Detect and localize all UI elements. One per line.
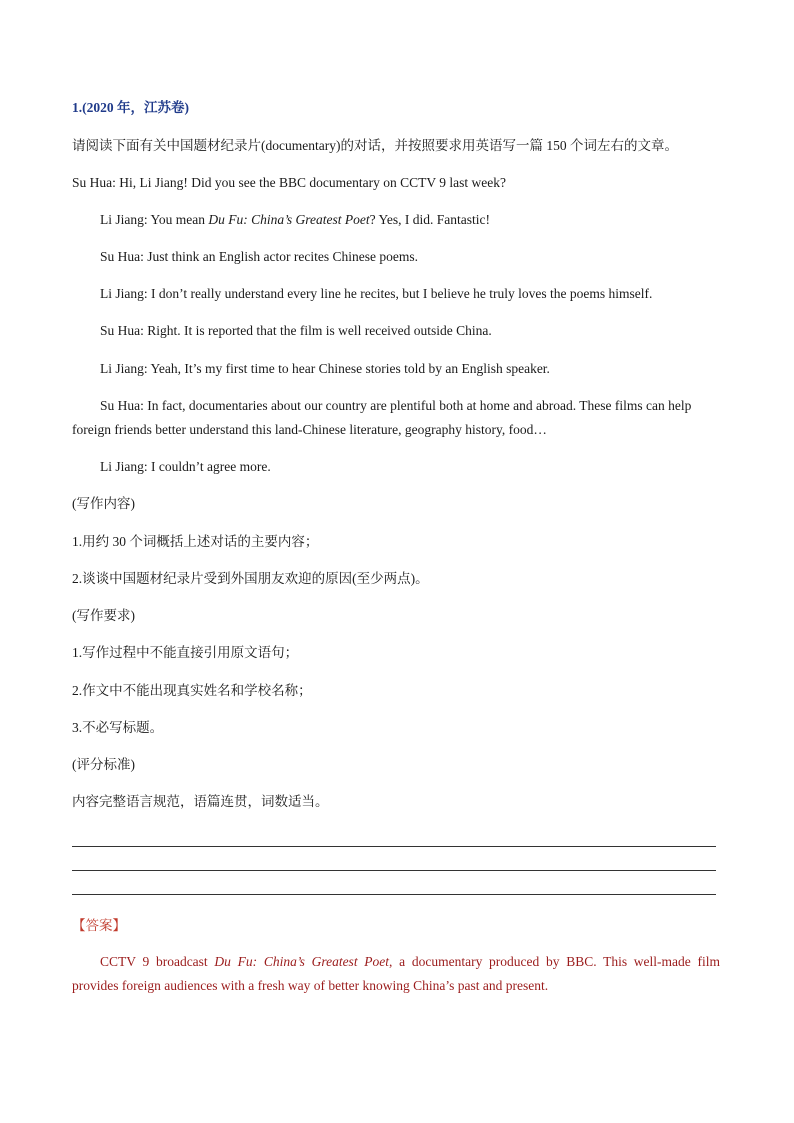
answer-text: CCTV 9 broadcast bbox=[100, 954, 215, 969]
dialogue-line: Li Jiang: I don’t really understand every line he recites, but I believe he truly loves the poems himself. bbox=[100, 286, 653, 301]
question-heading: 1.(2020 年，江苏卷) bbox=[72, 100, 189, 115]
requirement-item: 1.写作过程中不能直接引用原文语句； bbox=[72, 645, 299, 660]
answer-line bbox=[100, 953, 720, 971]
dialogue-line: Li Jiang: I couldn’t agree more. bbox=[100, 459, 271, 474]
dialogue-text: Li Jiang: You mean bbox=[100, 212, 209, 227]
instruction-text: 请阅读下面有关中国题材纪录片(documentary)的对话，并按照要求用英语写一篇 150 个词左右的文章。 bbox=[72, 138, 678, 153]
content-item: 2.谈谈中国题材纪录片受到外国朋友欢迎的原因(至少两点)。 bbox=[72, 571, 429, 586]
criteria-text: 内容完整语言规范，语篇连贯，词数适当。 bbox=[72, 794, 329, 809]
dialogue-line: foreign friends better understand this land-Chinese literature, geography history, food… bbox=[72, 422, 547, 437]
dialogue-line: Li Jiang: Yeah, It’s my first time to hear Chinese stories told by an English speaker. bbox=[100, 361, 550, 376]
dialogue-line: Su Hua: Right. It is reported that the film is well received outside China. bbox=[100, 323, 492, 338]
dialogue-line: Su Hua: Just think an English actor recites Chinese poems. bbox=[100, 249, 418, 264]
dialogue-line: Su Hua: In fact, documentaries about our country are plentiful both at home and abroad. These films can help bbox=[100, 398, 692, 413]
writing-line bbox=[72, 894, 716, 895]
dialogue-line: Su Hua: Hi, Li Jiang! Did you see the BBC documentary on CCTV 9 last week? bbox=[72, 175, 506, 190]
documentary-title: Du Fu: China’s Greatest Poet bbox=[208, 212, 370, 227]
writing-line bbox=[72, 846, 716, 847]
requirements-heading: (写作要求) bbox=[72, 608, 135, 623]
requirement-item: 3.不必写标题。 bbox=[72, 720, 164, 735]
answer-line: provides foreign audiences with a fresh way of better knowing China’s past and present. bbox=[72, 978, 549, 993]
writing-line bbox=[72, 870, 716, 871]
criteria-heading: (评分标准) bbox=[72, 757, 135, 772]
content-item: 1.用约 30 个词概括上述对话的主要内容； bbox=[72, 534, 319, 549]
answer-text: , a documentary produced by BBC. This well-made film bbox=[389, 954, 720, 969]
dialogue-line bbox=[100, 211, 490, 229]
answer-title: Du Fu: China’s Greatest Poet bbox=[214, 954, 390, 969]
requirement-item: 2.作文中不能出现真实姓名和学校名称； bbox=[72, 683, 312, 698]
dialogue-text: ? Yes, I did. Fantastic! bbox=[369, 212, 491, 227]
answer-tag: 【答案】 bbox=[72, 918, 126, 933]
content-heading: (写作内容) bbox=[72, 496, 135, 511]
